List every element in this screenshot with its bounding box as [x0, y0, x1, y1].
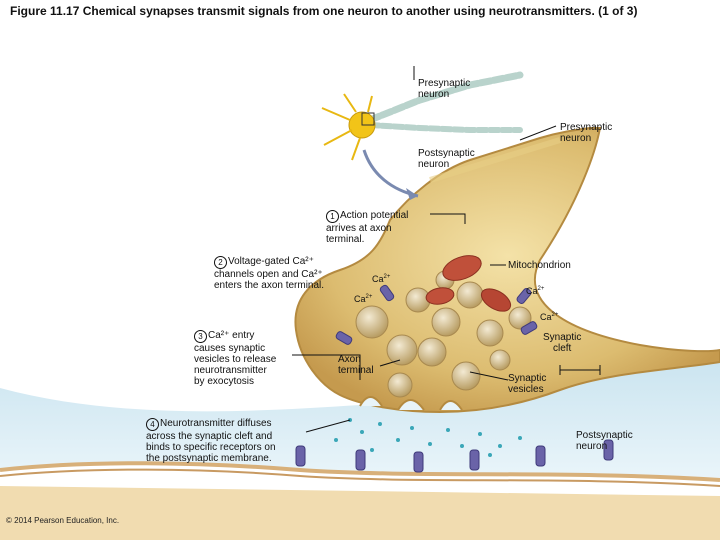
- step-1: 1 Action potential arrives at axon terminal.: [326, 210, 409, 245]
- label-postsynaptic-thumbnail: Postsynaptic neuron: [418, 148, 475, 170]
- label-postsynaptic-right: Postsynaptic neuron: [576, 430, 633, 452]
- step-2: 2 Voltage-gated Ca²⁺ channels open and Ca²⁺ enters the axon terminal.: [214, 256, 325, 291]
- label-presynaptic-top: Presynaptic neuron: [418, 78, 471, 100]
- step-3: 3 Ca²⁺ entry causes synaptic vesicles to release neurotransmitter by exocytosis: [194, 330, 277, 387]
- label-mitochondrion: Mitochondrion: [508, 260, 571, 271]
- label-synaptic-cleft: Synaptic cleft: [543, 332, 582, 354]
- ca-ion-label: $Ca^{2+}$: [540, 312, 559, 322]
- copyright-notice: © 2014 Pearson Education, Inc.: [6, 516, 120, 525]
- label-axon-terminal: Axon terminal: [338, 354, 374, 376]
- step-4: 4 Neurotransmitter diffuses across the synaptic cleft and binds to specific receptors on the postsynaptic membrane.: [146, 418, 276, 464]
- ca-ion-label: $Ca^{2+}$: [526, 286, 545, 296]
- label-synaptic-vesicles: Synaptic vesicles: [508, 373, 547, 395]
- ca-ion-label: $Ca^{2+}$: [372, 274, 391, 284]
- label-presynaptic-right: Presynaptic neuron: [560, 122, 613, 144]
- ca-ion-label: $Ca^{2+}$: [354, 294, 373, 304]
- figure-title: Figure 11.17 Chemical synapses transmit signals from one neuron to another using neurotransmitters. (1 of 3): [10, 4, 638, 18]
